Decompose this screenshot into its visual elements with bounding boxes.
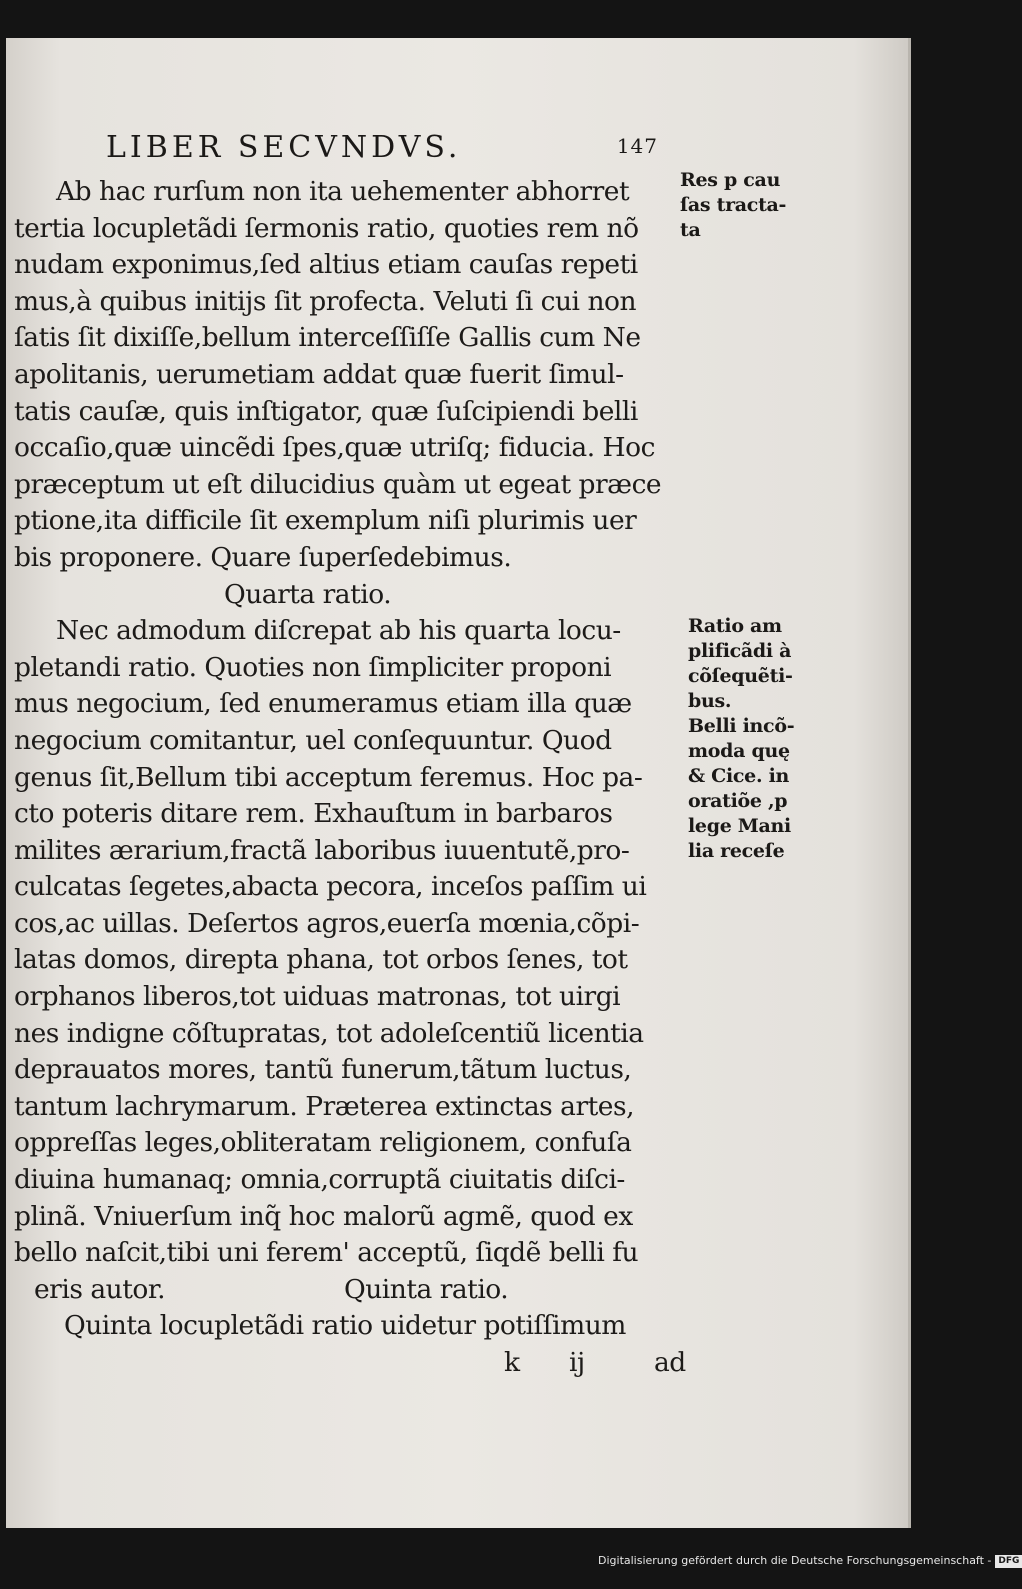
signature-line — [14, 1345, 689, 1382]
text-line: deprauatos mores, tantũ funerum,tãtum luctus, — [14, 1054, 632, 1086]
text-line: oppreſſas leges,obliteratam religionem, confuſa — [14, 1127, 632, 1159]
marginal-line: Belli incõ- — [688, 715, 795, 737]
text-line: Quinta locupletãdi ratio uidetur potiſſimum — [64, 1310, 626, 1342]
running-title: LIBER SECVNDVS. — [106, 130, 462, 165]
text-line: pletandi ratio. Quoties non ſimpliciter proponi — [14, 651, 612, 683]
marginal-line: ta — [680, 219, 701, 241]
text-line: præceptum ut eſt dilucidius quàm ut egeat præce — [14, 468, 662, 500]
text-line: Nec admodum diſcrepat ab his quarta locu- — [56, 615, 621, 647]
text-line: cto poteris ditare rem. Exhauſtum in barbaros — [14, 798, 613, 830]
text-line: tertia locupletãdi ſermonis ratio, quoties rem nõ — [14, 212, 639, 244]
marginal-line: moda quę — [688, 740, 790, 762]
text-line: nudam exponimus,ſed altius etiam cauſas repeti — [14, 249, 638, 281]
text-line: culcatas ſegetes,abacta pecora, inceſos paſſim ui — [14, 871, 647, 903]
marginal-line: lege Mani — [688, 815, 791, 837]
text-line: plinã. Vniuerſum inq̃ hoc malorũ agmẽ, quod ex — [14, 1200, 633, 1232]
section-heading-quarta: Quarta ratio. — [224, 578, 392, 610]
marginal-line: cõſequẽti- — [688, 665, 793, 687]
text-line: bello naſcit,tibi uni ferem' acceptũ, ſiqdẽ belli fu — [14, 1237, 639, 1269]
page-number: 147 — [616, 134, 658, 158]
text-line: apolitanis, uerumetiam addat quæ fuerit ſimul- — [14, 358, 624, 390]
dfg-logo-icon: DFG — [995, 1555, 1022, 1568]
text-line: mus negocium, ſed enumeramus etiam illa quæ — [14, 688, 632, 720]
marginal-line: & Cice. in — [688, 765, 790, 787]
text-line: latas domos, direpta phana, tot orbos ſenes, tot — [14, 944, 628, 976]
text-line: bis proponere. Quare ſuperſedebimus. — [14, 541, 512, 573]
main-text — [14, 174, 689, 1382]
section-heading-quinta: Quinta ratio. — [344, 1273, 509, 1305]
marginal-line: Res p cau — [680, 169, 781, 191]
text-line: Ab hac rurſum non ita uehementer abhorret — [56, 176, 630, 207]
marginal-line: bus. — [688, 690, 732, 712]
marginal-line: Ratio am — [688, 615, 782, 637]
marginal-line: ſas tracta- — [680, 194, 787, 216]
text-line: eris autor. — [34, 1273, 165, 1305]
marginal-line: lia receſe — [688, 840, 785, 862]
footer-text: Digitalisierung gefördert durch die Deutsche Forschungsgemeinschaft - — [598, 1554, 992, 1567]
text-line: mus,à quibus initijs ſit profecta. Veluti ſi cui non — [14, 285, 637, 317]
text-line: tatis cauſæ, quis inſtigator, quæ ſuſcipiendi belli — [14, 395, 638, 427]
text-line: negocium comitantur, uel conſequuntur. Quod — [14, 724, 612, 756]
signature-mark: k — [504, 1347, 520, 1378]
text-line: milites ærarium,fractã laboribus iuuentutẽ,pro- — [14, 834, 630, 866]
digitization-footer — [598, 1551, 1022, 1571]
text-line: tantum lachrymarum. Præterea extinctas artes, — [14, 1090, 635, 1122]
text-line: occaſio,quæ uincẽdi ſpes,quæ utriſq; fiducia. Hoc — [14, 432, 655, 464]
marginal-note-1 — [680, 168, 820, 243]
text-line: diuina humanaq; omnia,corruptã ciuitatis diſci- — [14, 1164, 625, 1196]
marginal-line: oratiõe ,p — [688, 790, 788, 812]
text-line: cos,ac uillas. Deſertos agros,euerſa mœnia,cõpi- — [14, 907, 640, 939]
text-line: orphanos liberos,tot uiduas matronas, tot uirgi — [14, 981, 621, 1013]
text-line: ptione,ita difficile ſit exemplum niſi plurimis uer — [14, 505, 637, 537]
running-header — [106, 130, 666, 170]
text-line: nes indigne cõſtupratas, tot adoleſcentiũ licentia — [14, 1017, 644, 1049]
marginal-note-2 — [688, 614, 828, 864]
text-line: genus ſit,Bellum tibi acceptum feremus. Hoc pa- — [14, 761, 643, 793]
text-line-with-heading — [14, 1272, 689, 1309]
catchword: ad — [654, 1347, 686, 1378]
marginal-line: plificãdi à — [688, 640, 792, 662]
signature-mark: ij — [569, 1347, 585, 1378]
text-line: ſatis ſit dixiſſe,bellum interceſſiſſe Gallis cum Ne — [14, 322, 641, 354]
